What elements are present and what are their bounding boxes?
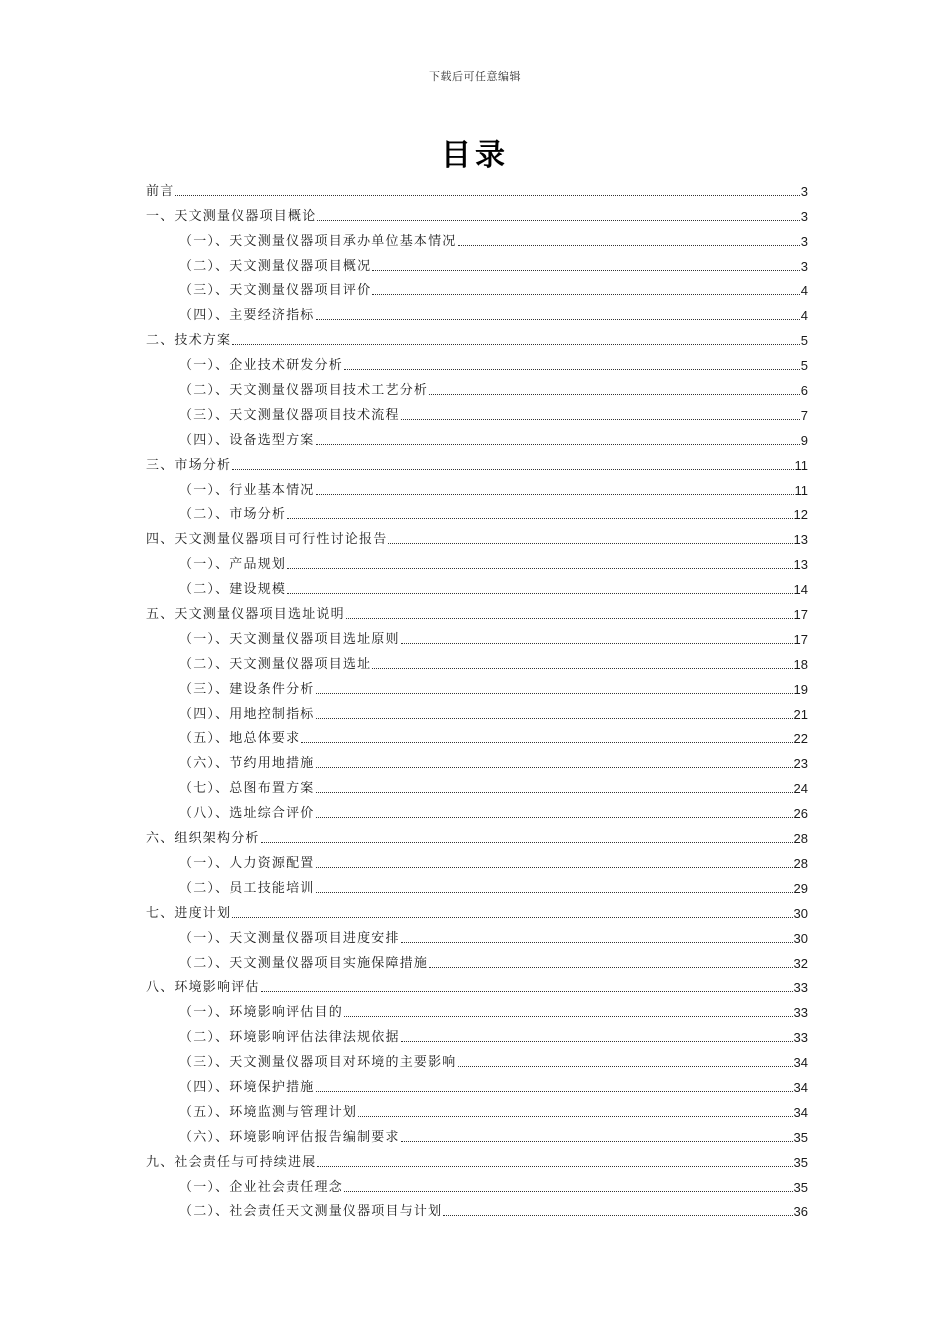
toc-page-number: 17 bbox=[793, 631, 808, 647]
toc-chapter-entry[interactable] bbox=[146, 598, 808, 623]
toc-dot-leader bbox=[316, 1091, 793, 1092]
toc-section-entry[interactable] bbox=[146, 1121, 808, 1146]
toc-page-number: 36 bbox=[793, 1204, 808, 1220]
toc-dot-leader bbox=[401, 643, 793, 644]
toc-section-entry[interactable] bbox=[146, 648, 808, 673]
toc-section-entry[interactable] bbox=[146, 947, 808, 972]
toc-section-entry[interactable] bbox=[146, 723, 808, 748]
toc-page-number: 18 bbox=[793, 656, 808, 672]
toc-chapter-entry[interactable] bbox=[146, 200, 808, 225]
toc-dot-leader bbox=[287, 518, 792, 519]
toc-chapter-entry[interactable] bbox=[146, 523, 808, 548]
toc-page-number: 28 bbox=[793, 855, 808, 871]
toc-page-number: 13 bbox=[793, 532, 808, 548]
toc-section-entry[interactable] bbox=[146, 573, 808, 598]
toc-dot-leader bbox=[301, 742, 792, 743]
toc-entry-text: （一）、行业基本情况 bbox=[179, 482, 315, 498]
toc-dot-leader bbox=[401, 419, 800, 420]
toc-entry-text: （二）、社会责任天文测量仪器项目与计划 bbox=[179, 1204, 443, 1220]
toc-entry-text: （三）、天文测量仪器项目对环境的主要影响 bbox=[179, 1055, 457, 1071]
toc-page-number: 22 bbox=[793, 731, 808, 747]
toc-dot-leader bbox=[232, 917, 792, 918]
toc-chapter-entry[interactable] bbox=[146, 897, 808, 922]
toc-chapter-entry[interactable] bbox=[146, 324, 808, 349]
toc-section-entry[interactable] bbox=[146, 424, 808, 449]
toc-dot-leader bbox=[316, 718, 793, 719]
toc-page-number: 5 bbox=[800, 333, 808, 349]
toc-page-number: 11 bbox=[794, 482, 808, 498]
toc-section-entry[interactable] bbox=[146, 996, 808, 1021]
toc-dot-leader bbox=[232, 344, 800, 345]
toc-entry-text: （二）、天文测量仪器项目选址 bbox=[179, 656, 372, 672]
toc-entry-text: （一）、企业技术研发分析 bbox=[179, 358, 343, 374]
toc-page-number: 9 bbox=[800, 432, 808, 448]
toc-dot-leader bbox=[316, 792, 793, 793]
toc-dot-leader bbox=[372, 294, 799, 295]
toc-page-number: 28 bbox=[793, 831, 808, 847]
toc-dot-leader bbox=[316, 693, 793, 694]
toc-page-number: 30 bbox=[793, 905, 808, 921]
toc-dot-leader bbox=[316, 319, 800, 320]
toc-page-number: 34 bbox=[793, 1055, 808, 1071]
toc-dot-leader bbox=[388, 543, 792, 544]
toc-entry-text: （三）、天文测量仪器项目评价 bbox=[179, 283, 372, 299]
toc-page-number: 26 bbox=[793, 806, 808, 822]
toc-chapter-entry[interactable] bbox=[146, 449, 808, 474]
toc-dot-leader bbox=[317, 1166, 792, 1167]
toc-entry-text: 二、技术方案 bbox=[146, 333, 232, 349]
toc-entry-text: （二）、天文测量仪器项目技术工艺分析 bbox=[179, 383, 429, 399]
toc-page-number: 21 bbox=[793, 706, 808, 722]
toc-entry-text: 七、进度计划 bbox=[146, 905, 232, 921]
toc-dot-leader bbox=[287, 593, 792, 594]
toc-title: 目录 bbox=[441, 138, 509, 173]
toc-entry-text: （一）、天文测量仪器项目承办单位基本情况 bbox=[179, 233, 457, 249]
toc-entry-text: 三、市场分析 bbox=[146, 457, 232, 473]
toc-entry-text: （一）、人力资源配置 bbox=[179, 855, 315, 871]
toc-entry-text: （二）、市场分析 bbox=[179, 507, 287, 523]
toc-dot-leader bbox=[175, 195, 799, 196]
toc-section-entry[interactable] bbox=[146, 548, 808, 573]
toc-entry-text: （六）、环境影响评估报告编制要求 bbox=[179, 1129, 400, 1145]
toc-section-entry[interactable] bbox=[146, 1071, 808, 1096]
toc-page-number: 3 bbox=[800, 208, 808, 224]
toc-dot-leader bbox=[443, 1215, 792, 1216]
toc-section-entry[interactable] bbox=[146, 1196, 808, 1221]
toc-section-entry[interactable] bbox=[146, 299, 808, 324]
toc-entry-text: （一）、企业社会责任理念 bbox=[179, 1179, 343, 1195]
toc-page-number: 35 bbox=[793, 1154, 808, 1170]
toc-chapter-entry[interactable] bbox=[146, 972, 808, 997]
toc-dot-leader bbox=[458, 1066, 793, 1067]
toc-section-entry[interactable] bbox=[146, 275, 808, 300]
toc-entry-text: 六、组织架构分析 bbox=[146, 831, 260, 847]
toc-entry-text: （一）、天文测量仪器项目进度安排 bbox=[179, 930, 400, 946]
toc-page-number: 12 bbox=[793, 507, 808, 523]
toc-dot-leader bbox=[429, 394, 800, 395]
toc-entry-text: （四）、主要经济指标 bbox=[179, 308, 315, 324]
toc-dot-leader bbox=[316, 767, 793, 768]
toc-entry-text: （四）、用地控制指标 bbox=[179, 706, 315, 722]
toc-dot-leader bbox=[344, 1191, 793, 1192]
toc-section-entry[interactable] bbox=[146, 1021, 808, 1046]
toc-page-number: 33 bbox=[793, 980, 808, 996]
toc-section-entry[interactable] bbox=[146, 922, 808, 947]
toc-page-number: 35 bbox=[793, 1129, 808, 1145]
toc-dot-leader bbox=[401, 1041, 793, 1042]
toc-dot-leader bbox=[316, 494, 794, 495]
toc-section-entry[interactable] bbox=[146, 847, 808, 872]
toc-page-number: 33 bbox=[793, 1030, 808, 1046]
toc-page-number: 3 bbox=[800, 233, 808, 249]
toc-entry-text: 前言 bbox=[146, 183, 175, 199]
toc-page-number: 7 bbox=[800, 407, 808, 423]
toc-page-number: 3 bbox=[800, 258, 808, 274]
toc-chapter-entry[interactable] bbox=[146, 175, 808, 200]
toc-page-number: 30 bbox=[793, 930, 808, 946]
toc-section-entry[interactable] bbox=[146, 250, 808, 275]
toc-entry-text: （二）、员工技能培训 bbox=[179, 880, 315, 896]
toc-chapter-entry[interactable] bbox=[146, 1146, 808, 1171]
toc-page-number: 4 bbox=[800, 308, 808, 324]
toc-entry-text: （七）、总图布置方案 bbox=[179, 781, 315, 797]
toc-entry-text: 九、社会责任与可持续进展 bbox=[146, 1154, 317, 1170]
toc-entry-text: （一）、产品规划 bbox=[179, 557, 287, 573]
toc-section-entry[interactable] bbox=[146, 872, 808, 897]
toc-entry-text: （三）、天文测量仪器项目技术流程 bbox=[179, 407, 400, 423]
toc-page-number: 14 bbox=[793, 582, 808, 598]
toc-page-number: 13 bbox=[793, 557, 808, 573]
toc-dot-leader bbox=[401, 1141, 793, 1142]
toc-entry-text: （一）、天文测量仪器项目选址原则 bbox=[179, 631, 400, 647]
toc-dot-leader bbox=[372, 668, 792, 669]
toc-entry-text: （二）、环境影响评估法律法规依据 bbox=[179, 1030, 400, 1046]
toc-dot-leader bbox=[372, 270, 799, 271]
toc-entry-text: 一、天文测量仪器项目概论 bbox=[146, 208, 317, 224]
toc-entry-text: （二）、建设规模 bbox=[179, 582, 287, 598]
toc-dot-leader bbox=[401, 942, 793, 943]
toc-section-entry[interactable] bbox=[146, 1096, 808, 1121]
toc-entry-text: （三）、建设条件分析 bbox=[179, 681, 315, 697]
toc-page-number: 32 bbox=[793, 955, 808, 971]
toc-dot-leader bbox=[316, 892, 793, 893]
toc-section-entry[interactable] bbox=[146, 623, 808, 648]
toc-entry-text: 八、环境影响评估 bbox=[146, 980, 260, 996]
toc-page-number: 29 bbox=[793, 880, 808, 896]
toc-entry-text: （五）、环境监测与管理计划 bbox=[179, 1104, 358, 1120]
toc-dot-leader bbox=[261, 991, 793, 992]
toc-page-number: 19 bbox=[793, 681, 808, 697]
toc-entry-text: （八）、选址综合评价 bbox=[179, 806, 315, 822]
toc-page-number: 34 bbox=[793, 1079, 808, 1095]
header-note: 下载后可任意编辑 bbox=[429, 70, 521, 83]
toc-page-number: 17 bbox=[793, 607, 808, 623]
toc-dot-leader bbox=[344, 369, 800, 370]
toc-entry-text: （二）、天文测量仪器项目实施保障措施 bbox=[179, 955, 429, 971]
toc-section-entry[interactable] bbox=[146, 349, 808, 374]
toc-page-number: 24 bbox=[793, 781, 808, 797]
toc-section-entry[interactable] bbox=[146, 474, 808, 499]
toc-dot-leader bbox=[316, 817, 793, 818]
toc-page-number: 35 bbox=[793, 1179, 808, 1195]
toc-section-entry[interactable] bbox=[146, 747, 808, 772]
toc-entry-text: （五）、地总体要求 bbox=[179, 731, 301, 747]
toc-chapter-entry[interactable] bbox=[146, 822, 808, 847]
toc-entry-text: （四）、环境保护措施 bbox=[179, 1079, 315, 1095]
toc-page-number: 23 bbox=[793, 756, 808, 772]
toc-page-number: 11 bbox=[794, 457, 808, 473]
toc-section-entry[interactable] bbox=[146, 499, 808, 524]
toc-dot-leader bbox=[261, 842, 793, 843]
toc-section-entry[interactable] bbox=[146, 673, 808, 698]
toc-entry-text: 五、天文测量仪器项目选址说明 bbox=[146, 607, 345, 623]
toc-page-number: 5 bbox=[800, 358, 808, 374]
toc-section-entry[interactable] bbox=[146, 772, 808, 797]
toc-page-number: 34 bbox=[793, 1104, 808, 1120]
toc-dot-leader bbox=[458, 245, 800, 246]
toc-dot-leader bbox=[316, 444, 800, 445]
toc-entry-text: 四、天文测量仪器项目可行性讨论报告 bbox=[146, 532, 388, 548]
toc-page-number: 6 bbox=[800, 383, 808, 399]
toc-section-entry[interactable] bbox=[146, 399, 808, 424]
table-of-contents bbox=[146, 175, 808, 1220]
toc-section-entry[interactable] bbox=[146, 698, 808, 723]
toc-page-number: 4 bbox=[800, 283, 808, 299]
toc-dot-leader bbox=[316, 867, 793, 868]
toc-dot-leader bbox=[344, 1016, 793, 1017]
toc-page-number: 3 bbox=[800, 183, 808, 199]
toc-section-entry[interactable] bbox=[146, 1171, 808, 1196]
toc-page-number: 33 bbox=[793, 1005, 808, 1021]
toc-section-entry[interactable] bbox=[146, 374, 808, 399]
toc-dot-leader bbox=[287, 568, 792, 569]
toc-entry-text: （二）、天文测量仪器项目概况 bbox=[179, 258, 372, 274]
toc-entry-text: （一）、环境影响评估目的 bbox=[179, 1005, 343, 1021]
toc-dot-leader bbox=[346, 618, 793, 619]
toc-dot-leader bbox=[317, 220, 799, 221]
toc-dot-leader bbox=[232, 469, 793, 470]
toc-section-entry[interactable] bbox=[146, 797, 808, 822]
toc-entry-text: （六）、节约用地措施 bbox=[179, 756, 315, 772]
toc-entry-text: （四）、设备选型方案 bbox=[179, 432, 315, 448]
toc-dot-leader bbox=[429, 967, 792, 968]
toc-section-entry[interactable] bbox=[146, 1046, 808, 1071]
toc-dot-leader bbox=[358, 1116, 792, 1117]
toc-section-entry[interactable] bbox=[146, 225, 808, 250]
